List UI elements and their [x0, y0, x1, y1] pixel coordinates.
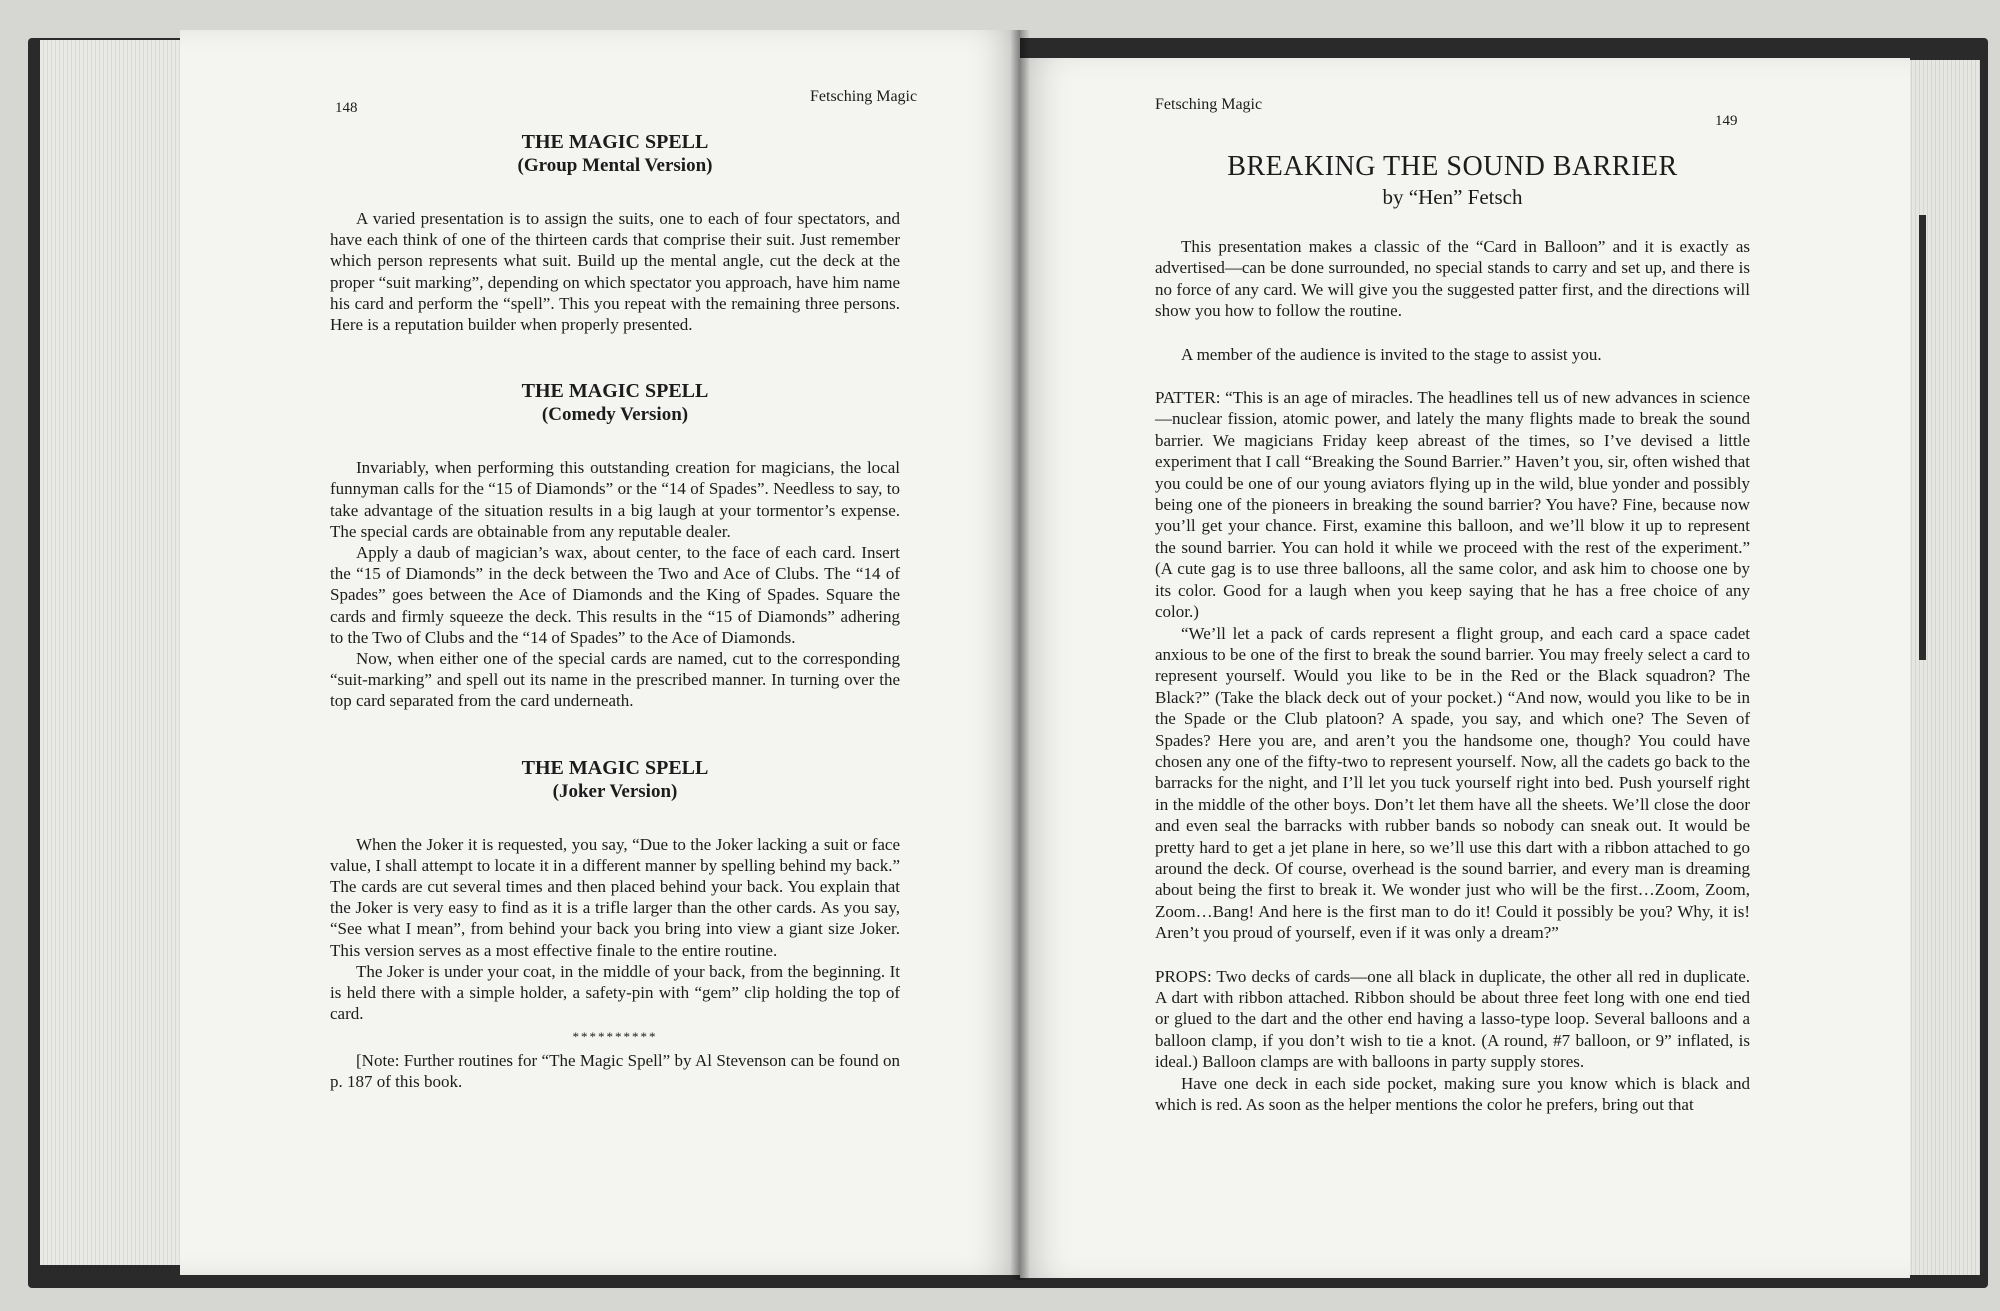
- paragraph: Invariably, when performing this outstanding creation for magicians, the local funnyman calls for the “15 of Diamonds” or the “14 of Spades”. Needless to say, to take advantage of the situation results in a big laugh at your tormentor’s expense. The special cards are obtainable from any reputable dealer.: [330, 458, 900, 541]
- patter-paragraph: PATTER: “This is an age of miracles. The headlines tell us of new advances in science—nuclear fission, atomic power, and lately the many flights made to break the sound barrier. We magicians Friday keep abreast of the times, so I’ve devised a little experiment that I call “Breaking the Sound Barrier.” Haven’t you, sir, often wished that you could be one of our young aviators flying up in the wild, blue yonder and possibly being one of the pioneers in breaking the sound barrier? You have? Fine, because now you’ll get your chance. First, examine this balloon, and we’ll blow it up to represent the sound barrier. You can hold it while we proceed with the rest of the experiment.” (A cute gag is to use three balloons, all the same color, and ask him to choose one by its color. Good for a laugh when you keep saying that he has a free choice of any color.): [1155, 388, 1750, 622]
- page-edges-right: [1900, 60, 1980, 1275]
- patter-paragraph: “We’ll let a pack of cards represent a flight group, and each card a space cadet anxious to be one of the first to break the sound barrier. You may freely select a card to represent yourself. Would you like to be in the Red or the Black squadron? The Black?” (Take the black deck out of your pocket.) “And now, would you like to be in the Spade or the Club platoon? A spade, you say, and which one? The Seven of Spades? Here you are, and aren’t you the handsome one, though? You could have chosen any one of the fifty-two to represent yourself. Now, all the cadets go back to the barracks for the night, and I’ll let you tuck yourself right into bed. Push yourself right in the middle of the other boys. Don’t let them have all the sheets. We’ll close the door and even seal the barracks with rubber bands so nobody can sneak out. It would be pretty hard to get a jet plane in here, so we’ll use this dart with a ribbon attached to go around the deck. Of course, overhead is the sound barrier, and every man is dreaming about being the first to break it. We wonder just who will be the first…Zoom, Zoom, Zoom…Bang! And here is the first man to do it! Could it possibly be you? Why, it is! Aren’t you proud of yourself, even if it was only a dream?”: [1155, 623, 1750, 943]
- setup-paragraph: A member of the audience is invited to the stage to assist you.: [1181, 344, 1602, 364]
- paragraph: When the Joker it is requested, you say, “Due to the Joker lacking a suit or face value, I shall attempt to locate it in a different manner by spelling behind my back.” The cards are cut several times and then placed behind your back. You explain that the Joker is very easy to find as it is a trifle larger than the other cards. As you say, “See what I mean”, from behind your back you bring into view a giant size Joker. This version serves as a most effective finale to the entire routine.: [330, 834, 900, 960]
- section-separator: **********: [572, 1029, 658, 1045]
- article-title: BREAKING THE SOUND BARRIER: [1227, 151, 1678, 182]
- intro-paragraph: This presentation makes a classic of the “Card in Balloon” and it is exactly as advertised—can be done surrounded, no special stands to carry and set up, and there is no force of any card. We will give you the suggested patter first, and the directions will show you how to follow the routine.: [1155, 237, 1750, 321]
- left-page: [180, 30, 1020, 1275]
- left-page-content: [330, 130, 900, 1092]
- paragraph: Apply a daub of magician’s wax, about center, to the face of each card. Insert the “15 of Diamonds” in the deck between the Two and Ace of Clubs. The “14 of Spades” goes between the Ace of Diamonds and the King of Spades. Square the cards and firmly squeeze the deck. This results in the “15 of Diamonds” adhering to the Two of Clubs and the “14 of Spades” to the Ace of Diamonds.: [330, 543, 900, 647]
- page-edges-left: [40, 40, 190, 1265]
- bookmark-ribbon: [1919, 215, 1926, 660]
- closing-paragraph: Have one deck in each side pocket, making sure you know which is black and which is red. As soon as the helper mentions the color he prefers, bring out that: [1155, 1073, 1750, 1115]
- paragraph: Now, when either one of the special cards are named, cut to the corresponding “suit-marking” and spell out its name in the prescribed manner. In turning over the top card separated from the card underneath.: [330, 649, 900, 711]
- section-title: THE MAGIC SPELL: [521, 131, 709, 153]
- book-spine-shadow: [1010, 30, 1030, 1280]
- section-subtitle: (Comedy Version): [541, 404, 689, 426]
- section-subtitle: (Joker Version): [552, 780, 678, 802]
- section-title: THE MAGIC SPELL: [521, 756, 709, 779]
- section-subtitle: (Group Mental Version): [517, 155, 713, 176]
- right-page-content: [1155, 150, 1750, 1115]
- right-page: [1020, 58, 1910, 1278]
- running-head-left: Fetsching Magic: [810, 88, 918, 105]
- props-paragraph: PROPS: Two decks of cards—one all black in duplicate, the other all red in duplicate. A dart with ribbon attached. Ribbon should be about three feet long with one end tied or glued to the dart and the other end having a lasso-type loop. Several balloons and a balloon clamp, if you don’t wish to tie a knot. (A round, #7 balloon, or 9” inflated, is ideal.) Balloon clamps are with balloons in party supply stores.: [1155, 966, 1750, 1072]
- section-title: THE MAGIC SPELL: [521, 380, 709, 403]
- page-number-right: 149: [1715, 113, 1738, 129]
- article-byline: by “Hen” Fetsch: [1382, 185, 1523, 209]
- page-number-left: 148: [335, 100, 358, 116]
- running-head-right: Fetsching Magic: [1155, 96, 1263, 113]
- paragraph: A varied presentation is to assign the suits, one to each of four spectators, and have each think of one of the thirteen cards that comprise their suit. Just remember which person represents what suit. Build up the mental angle, cut the deck at the proper “suit marking”, depending on which spectator you approach, have him name his card and perform the “spell”. This you repeat with the remaining three persons. Here is a reputation builder when properly presented.: [330, 209, 900, 335]
- note-paragraph: [Note: Further routines for “The Magic Spell” by Al Stevenson can be found on p. 187 of this book.: [330, 1050, 900, 1091]
- paragraph: The Joker is under your coat, in the middle of your back, from the beginning. It is held there with a simple holder, a safety-pin with “gem” clip holding the top of card.: [330, 961, 900, 1024]
